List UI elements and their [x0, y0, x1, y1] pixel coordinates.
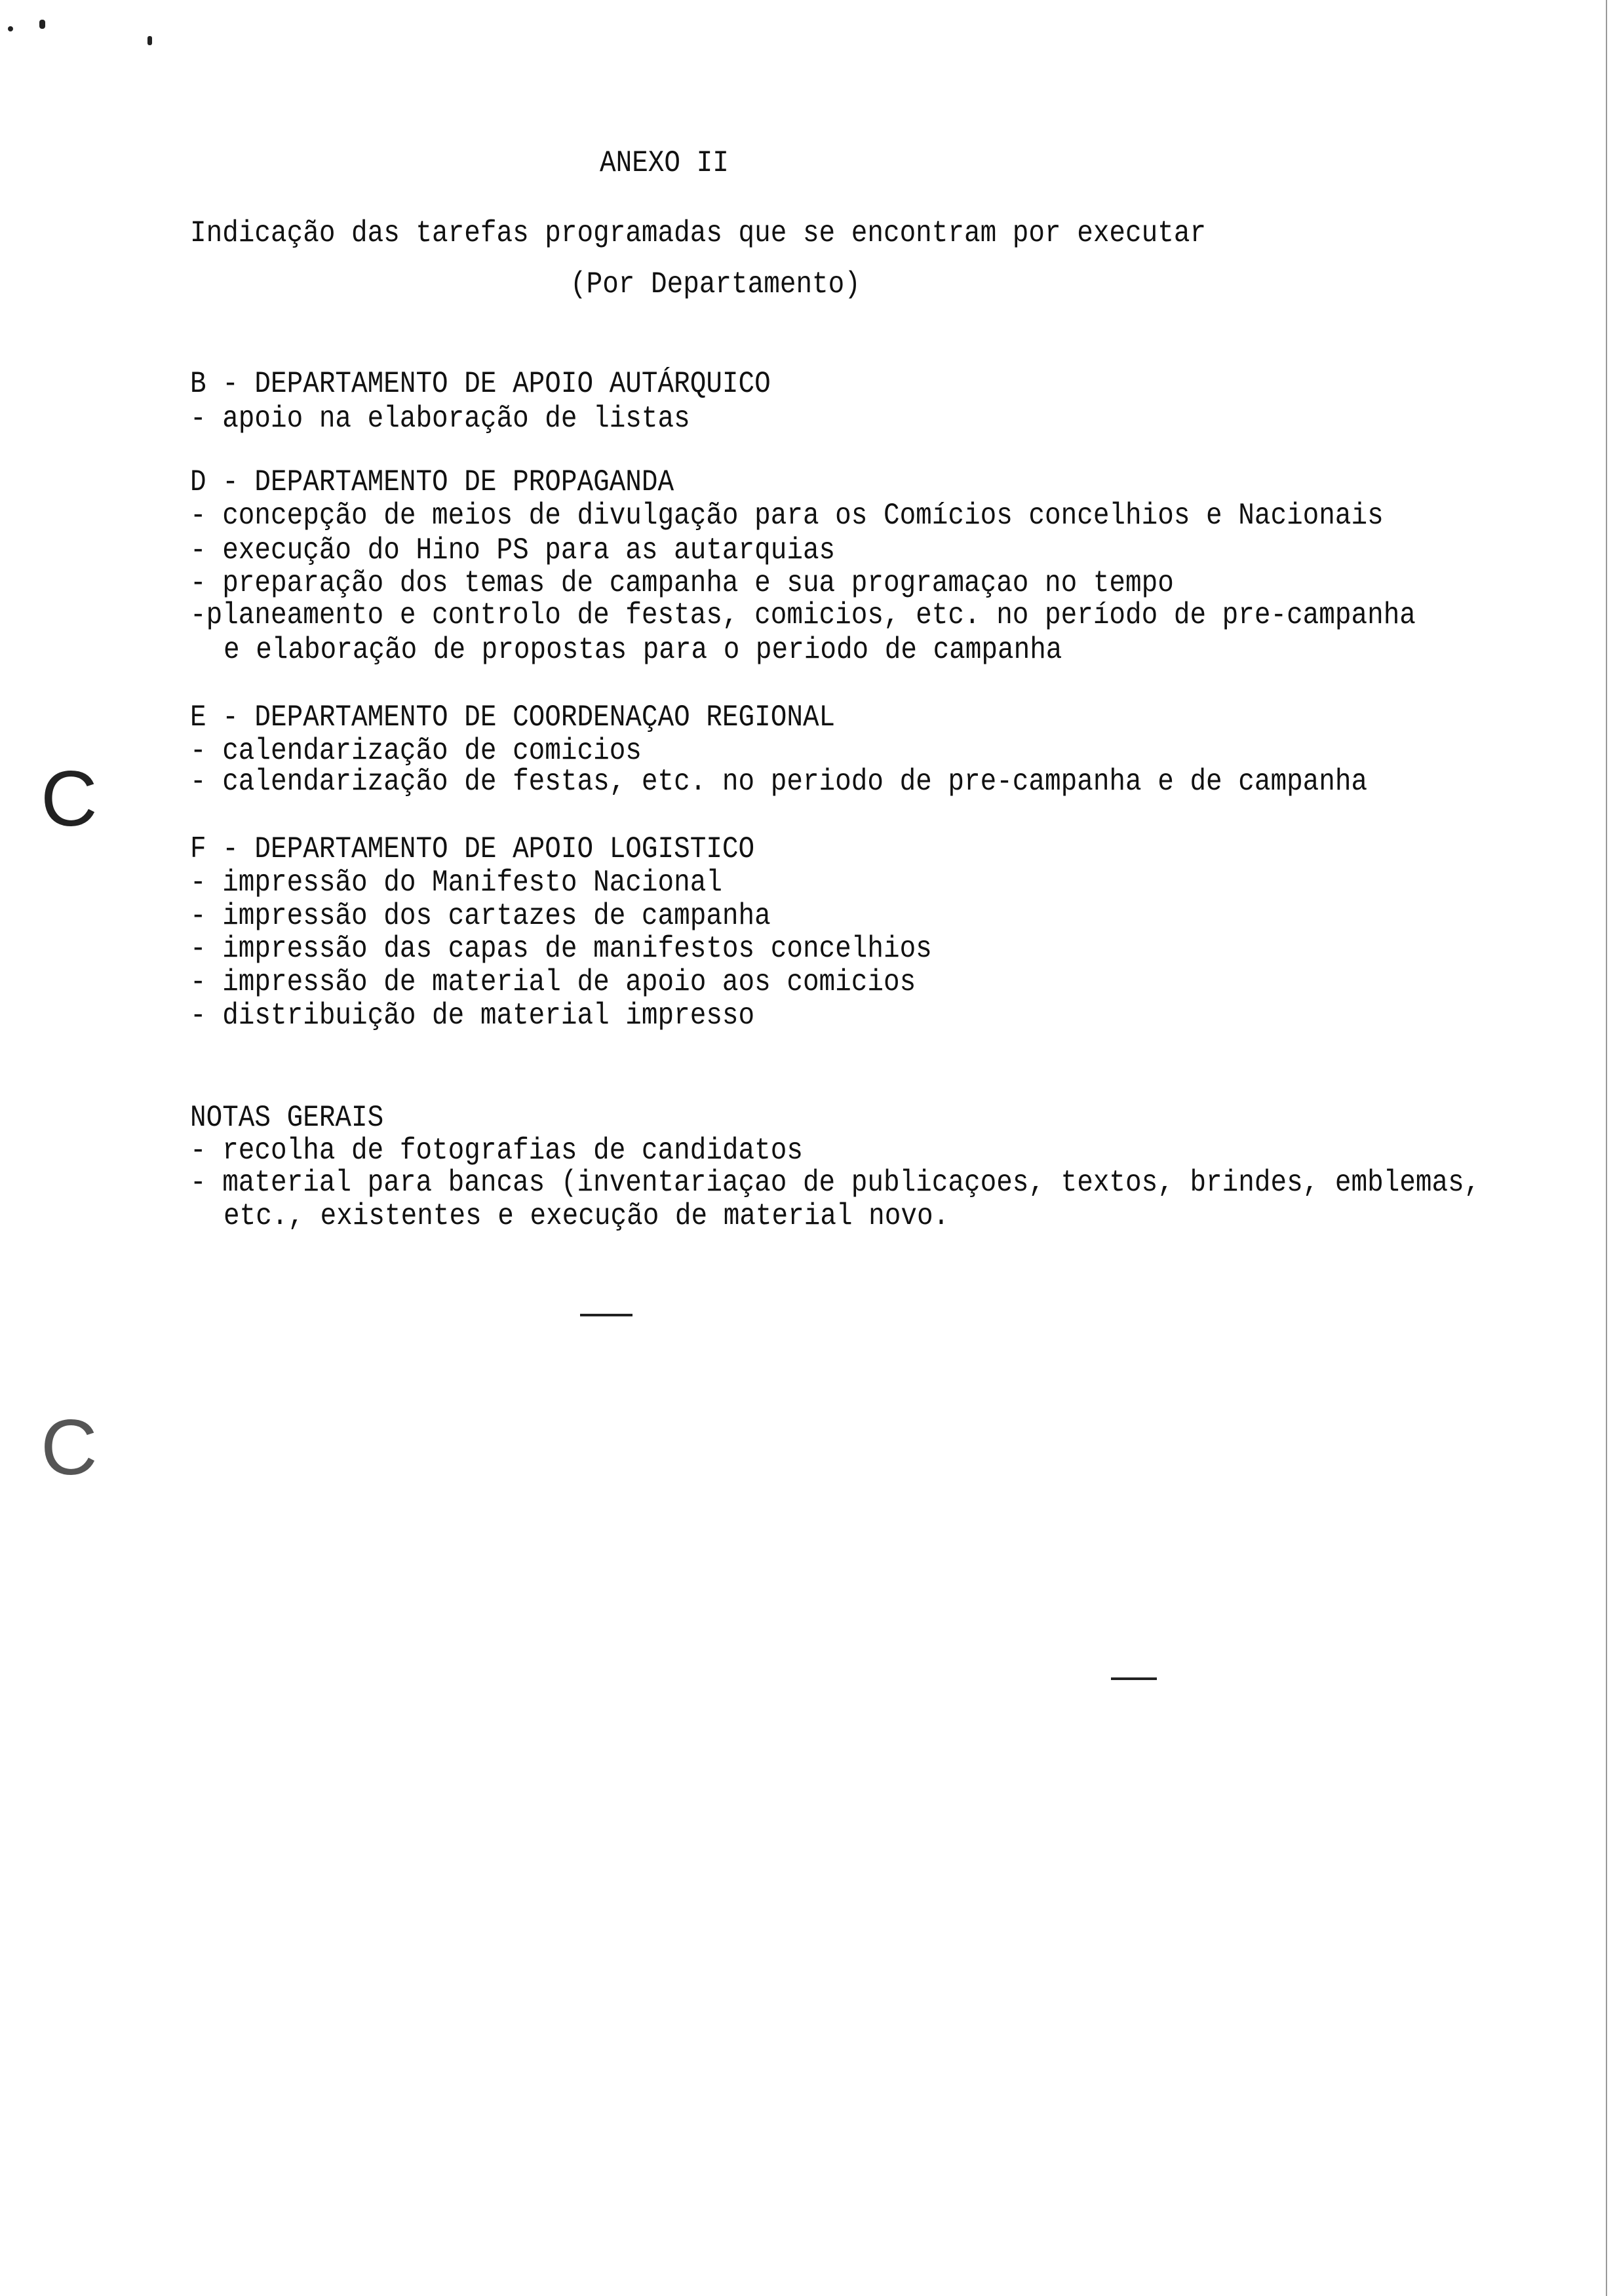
document-subtitle-department: (Por Departamento) [570, 268, 861, 302]
list-item: - material para bancas (inventariaçao de publicaçoes, textos, brindes, emblemas, [190, 1166, 1481, 1200]
list-item: - impressão do Manifesto Nacional [190, 866, 722, 900]
punch-hole-mark: C [41, 1404, 98, 1491]
section-heading: B - DEPARTAMENTO DE APOIO AUTÁRQUICO [190, 368, 771, 402]
section-heading: NOTAS GERAIS [190, 1101, 384, 1136]
scan-speck [8, 26, 13, 31]
scan-speck [147, 36, 152, 45]
punch-hole-mark: C [41, 755, 98, 843]
list-item: - preparação dos temas de campanha e sua programaçao no tempo [190, 567, 1174, 601]
list-item: - impressão das capas de manifestos concelhios [190, 932, 932, 966]
document-title: ANEXO II [600, 147, 729, 181]
section-heading: F - DEPARTAMENTO DE APOIO LOGISTICO [190, 833, 755, 867]
list-item: - calendarização de comicios [190, 735, 642, 769]
section-heading: E - DEPARTAMENTO DE COORDENAÇAO REGIONAL [190, 701, 836, 735]
list-item: - concepção de meios de divulgação para os Comícios concelhios e Nacionais [190, 499, 1384, 533]
scan-edge [1606, 0, 1607, 2296]
list-item: - apoio na elaboração de listas [190, 402, 690, 436]
list-item: - impressão de material de apoio aos comicios [190, 966, 916, 1000]
list-item: - impressão dos cartazes de campanha [190, 900, 771, 934]
document-subtitle: Indicação das tarefas programadas que se encontram por executar [190, 217, 1207, 251]
section-heading: D - DEPARTAMENTO DE PROPAGANDA [190, 466, 674, 500]
list-item: - calendarização de festas, etc. no periodo de pre-campanha e de campanha [190, 765, 1368, 799]
list-item: - execução do Hino PS para as autarquias [190, 534, 836, 568]
scan-speck [39, 20, 45, 29]
list-item: - distribuição de material impresso [190, 999, 755, 1033]
list-item-continuation: etc., existentes e execução de material novo. [224, 1200, 950, 1234]
list-item: - recolha de fotografias de candidatos [190, 1134, 803, 1168]
list-item-continuation: e elaboração de propostas para o periodo de campanha [224, 634, 1062, 668]
list-item: -planeamento e controlo de festas, comicios, etc. no período de pre-campanha [190, 599, 1416, 633]
separator-dash [580, 1314, 632, 1316]
scan-mark [1111, 1677, 1157, 1680]
